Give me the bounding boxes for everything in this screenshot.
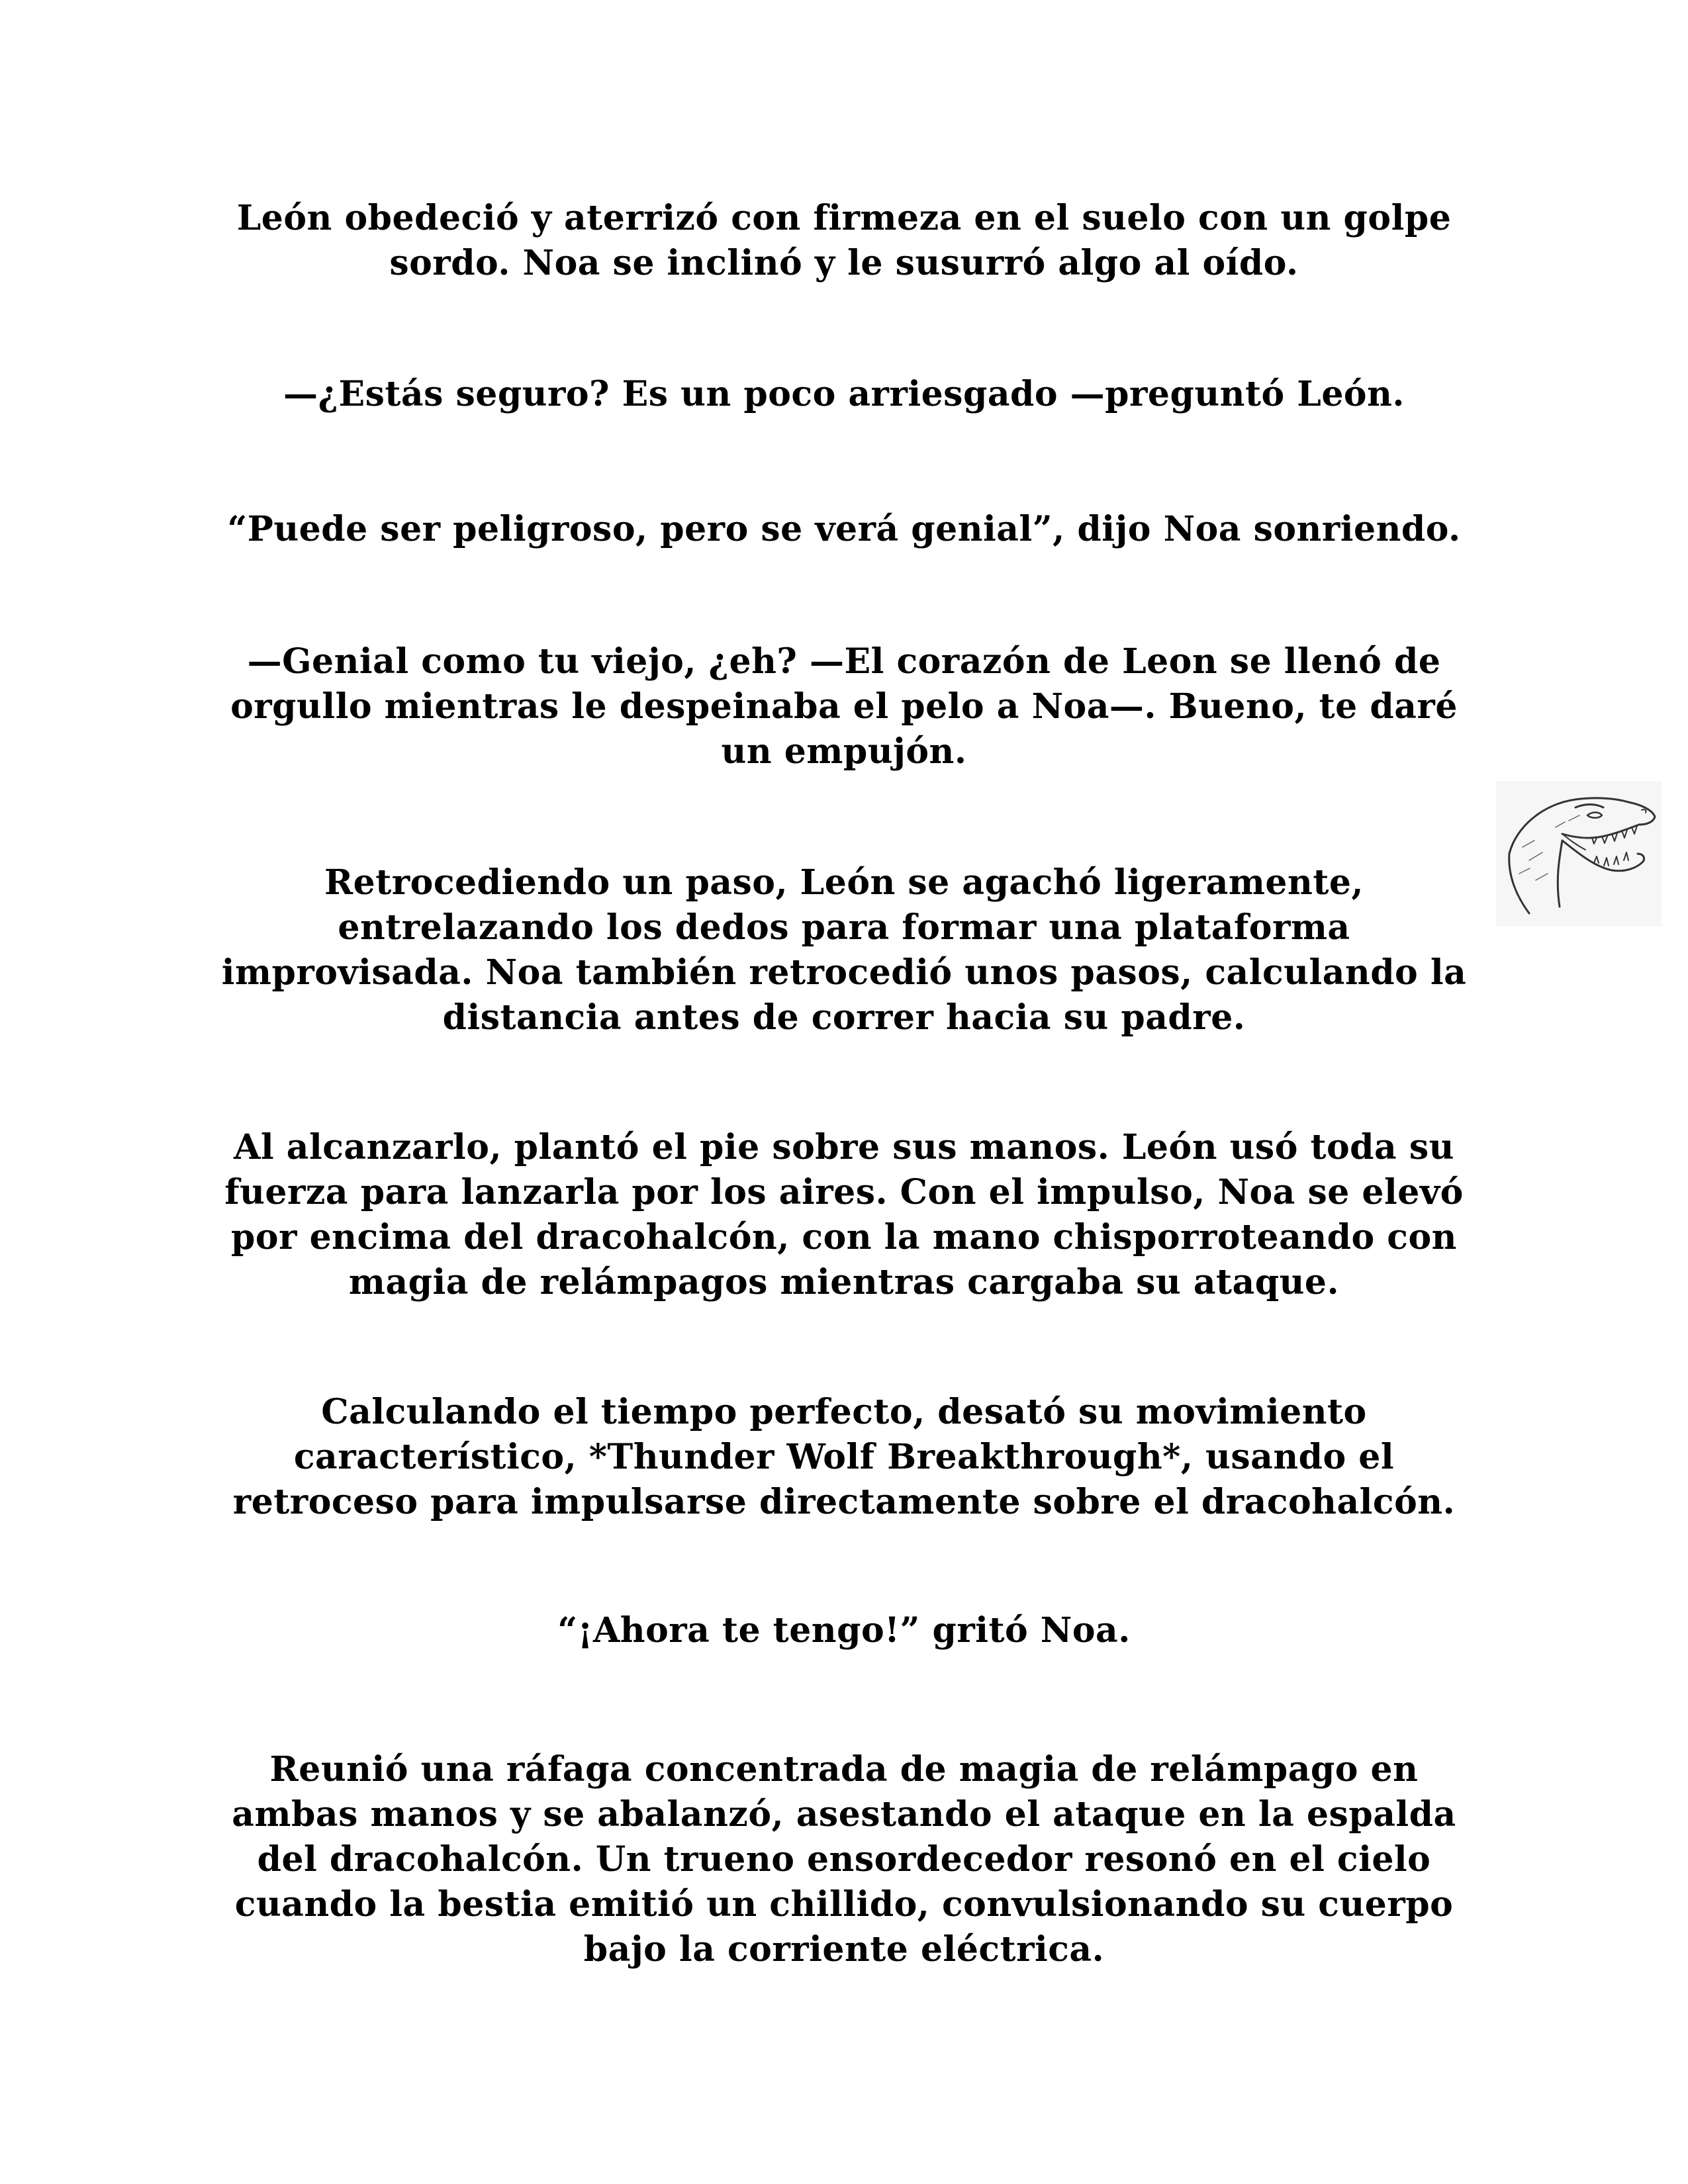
paragraph-4: —Genial como tu viejo, ¿eh? —El corazón de Leon se llenó de orgullo mientras le despeinaba el pelo a Noa—. Bueno, te daré un empujón.: [230, 641, 1458, 772]
paragraph-2: —¿Estás seguro? Es un poco arriesgado —preguntó León.: [283, 374, 1405, 414]
paragraph-6: Al alcanzarlo, plantó el pie sobre sus manos. León usó toda su fuerza para lanzarla por los aires. Con el impulso, Noa se elevó por encima del dracohalcón, con la mano chisporroteando con magia de relámpagos mientras cargaba su ataque.: [224, 1127, 1464, 1302]
paragraph-8: “¡Ahora te tengo!” gritó Noa.: [557, 1610, 1131, 1651]
paragraph-1: León obedeció y aterrizó con firmeza en el suelo con un golpe sordo. Noa se inclinó y le susurró algo al oído.: [236, 198, 1452, 283]
dinosaur-head-sketch-icon: [1496, 781, 1662, 927]
paragraph-5: Retrocediendo un paso, León se agachó ligeramente, entrelazando los dedos para formar una plataforma improvisada. Noa también retrocedió unos pasos, calculando la distancia antes de correr hacia su padre.: [221, 862, 1467, 1038]
paragraph-9: Reunió una ráfaga concentrada de magia de relámpago en ambas manos y se abalanzó, asestando el ataque en la espalda del dracohalcón. Un trueno ensordecedor resonó en el cielo cuando la bestia emitió un chillido, convulsionando su cuerpo bajo la corriente eléctrica.: [232, 1749, 1456, 1970]
paragraph-3: “Puede ser peligroso, pero se verá genial”, dijo Noa sonriendo.: [227, 509, 1461, 549]
paragraph-7: Calculando el tiempo perfecto, desató su movimiento característico, *Thunder Wolf Breakthrough*, usando el retroceso para impulsarse directamente sobre el dracohalcón.: [232, 1392, 1456, 1522]
